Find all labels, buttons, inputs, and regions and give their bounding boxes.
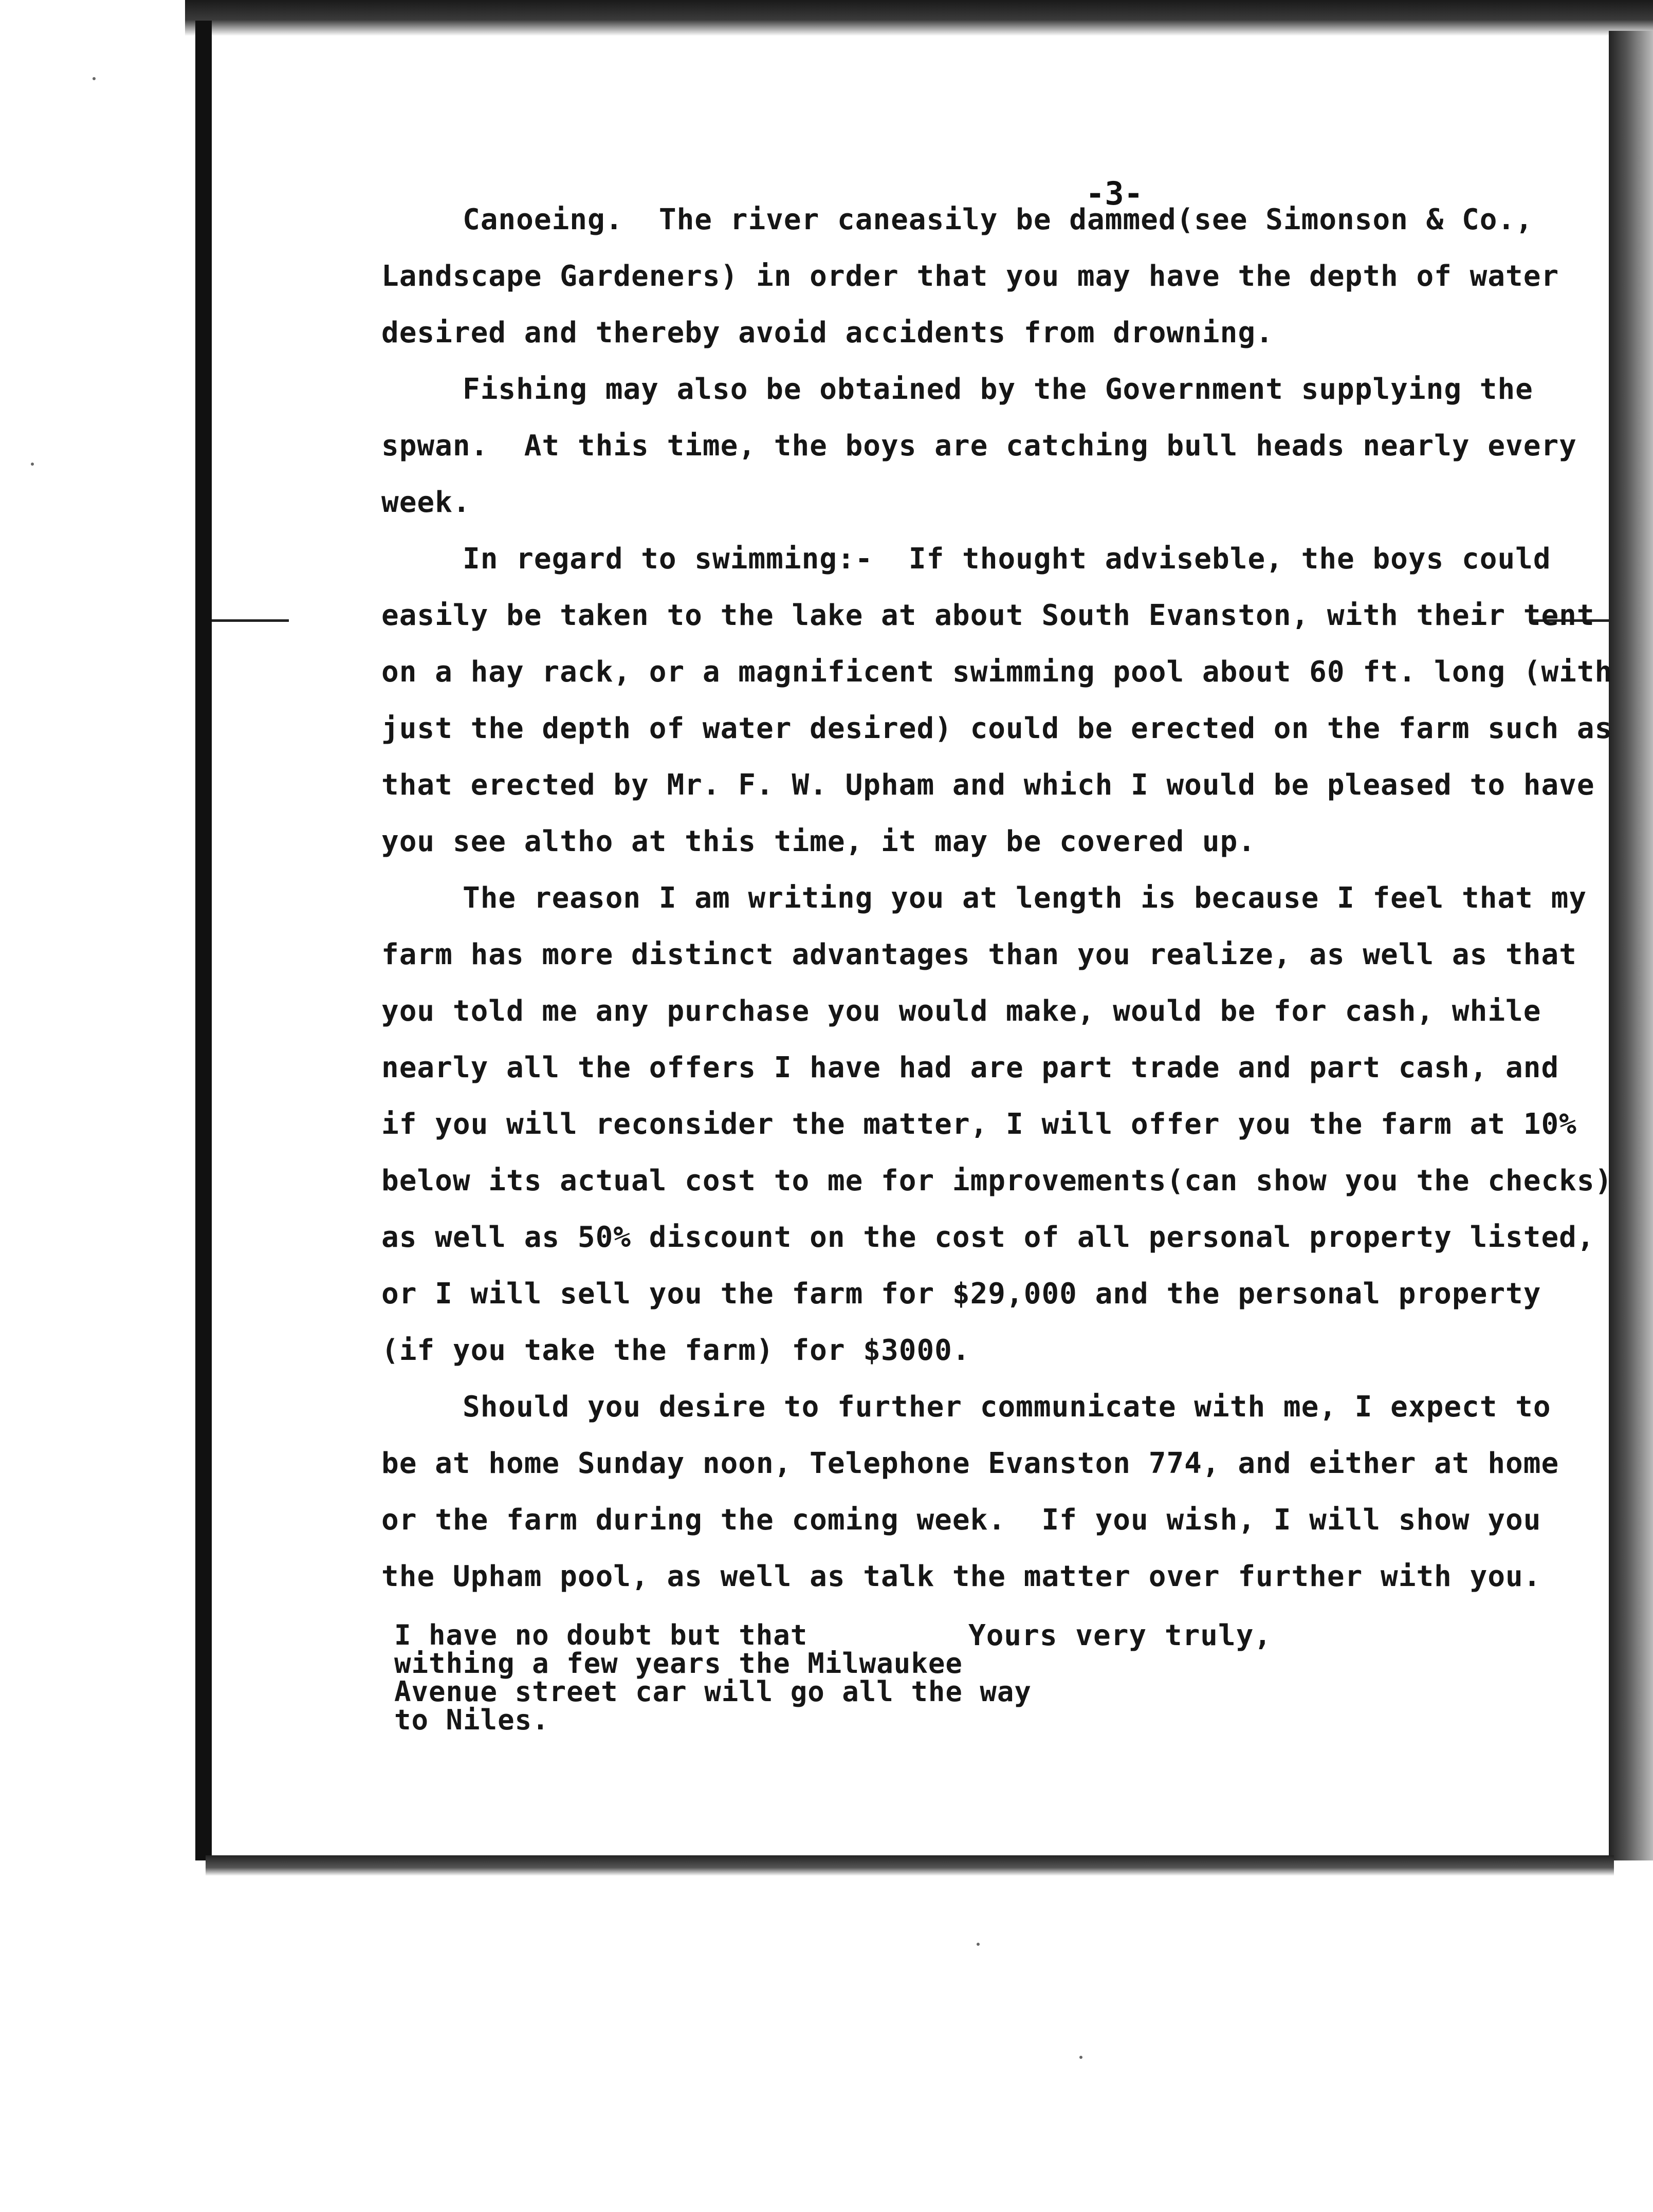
body-line: you see altho at this time, it may be covered up. — [381, 825, 1256, 858]
body-line: as well as 50% discount on the cost of all personal property listed, — [381, 1221, 1595, 1254]
body-line: if you will reconsider the matter, I will offer you the farm at 10% — [381, 1108, 1577, 1141]
body-line: below its actual cost to me for improvements(can show you the checks) — [381, 1164, 1613, 1197]
closing: Yours very truly, — [968, 1619, 1272, 1652]
body-line: The reason I am writing you at length is because I feel that my — [463, 881, 1587, 915]
scan-speck — [31, 463, 34, 466]
scan-border-bottom — [206, 1855, 1614, 1876]
scan-speck — [1079, 2056, 1082, 2059]
body-line: farm has more distinct advantages than you realize, as well as that — [381, 938, 1577, 971]
body-line: (if you take the farm) for $3000. — [381, 1334, 970, 1367]
scan-border-right — [1609, 31, 1653, 1860]
body-line: Canoeing. The river caneasily be dammed(see Simonson & Co., — [463, 203, 1533, 236]
body-line: be at home Sunday noon, Telephone Evanston 774, and either at home — [381, 1447, 1559, 1480]
scan-speck — [977, 1943, 980, 1946]
postscript-line: I have no doubt but that — [394, 1619, 808, 1651]
body-line: Should you desire to further communicate with me, I expect to — [463, 1390, 1551, 1424]
postscript-line: to Niles. — [394, 1704, 549, 1736]
body-line: that erected by Mr. F. W. Upham and which I would be pleased to have — [381, 768, 1595, 802]
body-line: week. — [381, 486, 471, 519]
body-line: Landscape Gardeners) in order that you may have the depth of water — [381, 260, 1559, 293]
body-line: on a hay rack, or a magnificent swimming pool about 60 ft. long (with — [381, 655, 1613, 689]
body-line: just the depth of water desired) could be erected on the farm such as — [381, 712, 1613, 745]
body-line: In regard to swimming:- If thought adviseble, the boys could — [463, 542, 1551, 576]
scan-border-top — [185, 0, 1653, 36]
body-line: or I will sell you the farm for $29,000 and the personal property — [381, 1277, 1541, 1311]
body-line: desired and thereby avoid accidents from drowning. — [381, 316, 1274, 349]
scan-border-left — [195, 21, 212, 1860]
body-line: easily be taken to the lake at about South Evanston, with their tent — [381, 599, 1595, 632]
postscript-line: Avenue street car will go all the way — [394, 1675, 1032, 1708]
body-line: the Upham pool, as well as talk the matter over further with you. — [381, 1560, 1541, 1593]
page-number: -3- — [1086, 175, 1143, 212]
body-line: nearly all the offers I have had are part trade and part cash, and — [381, 1051, 1559, 1084]
body-line: spwan. At this time, the boys are catching bull heads nearly every — [381, 429, 1577, 463]
body-line: Fishing may also be obtained by the Government supplying the — [463, 373, 1533, 406]
scan-speck — [93, 77, 96, 80]
fold-mark-left — [212, 619, 289, 622]
postscript-line: withing a few years the Milwaukee — [394, 1647, 963, 1680]
body-line: or the farm during the coming week. If you wish, I will show you — [381, 1503, 1541, 1537]
body-line: you told me any purchase you would make, would be for cash, while — [381, 994, 1541, 1028]
letter-page — [212, 36, 1613, 1855]
